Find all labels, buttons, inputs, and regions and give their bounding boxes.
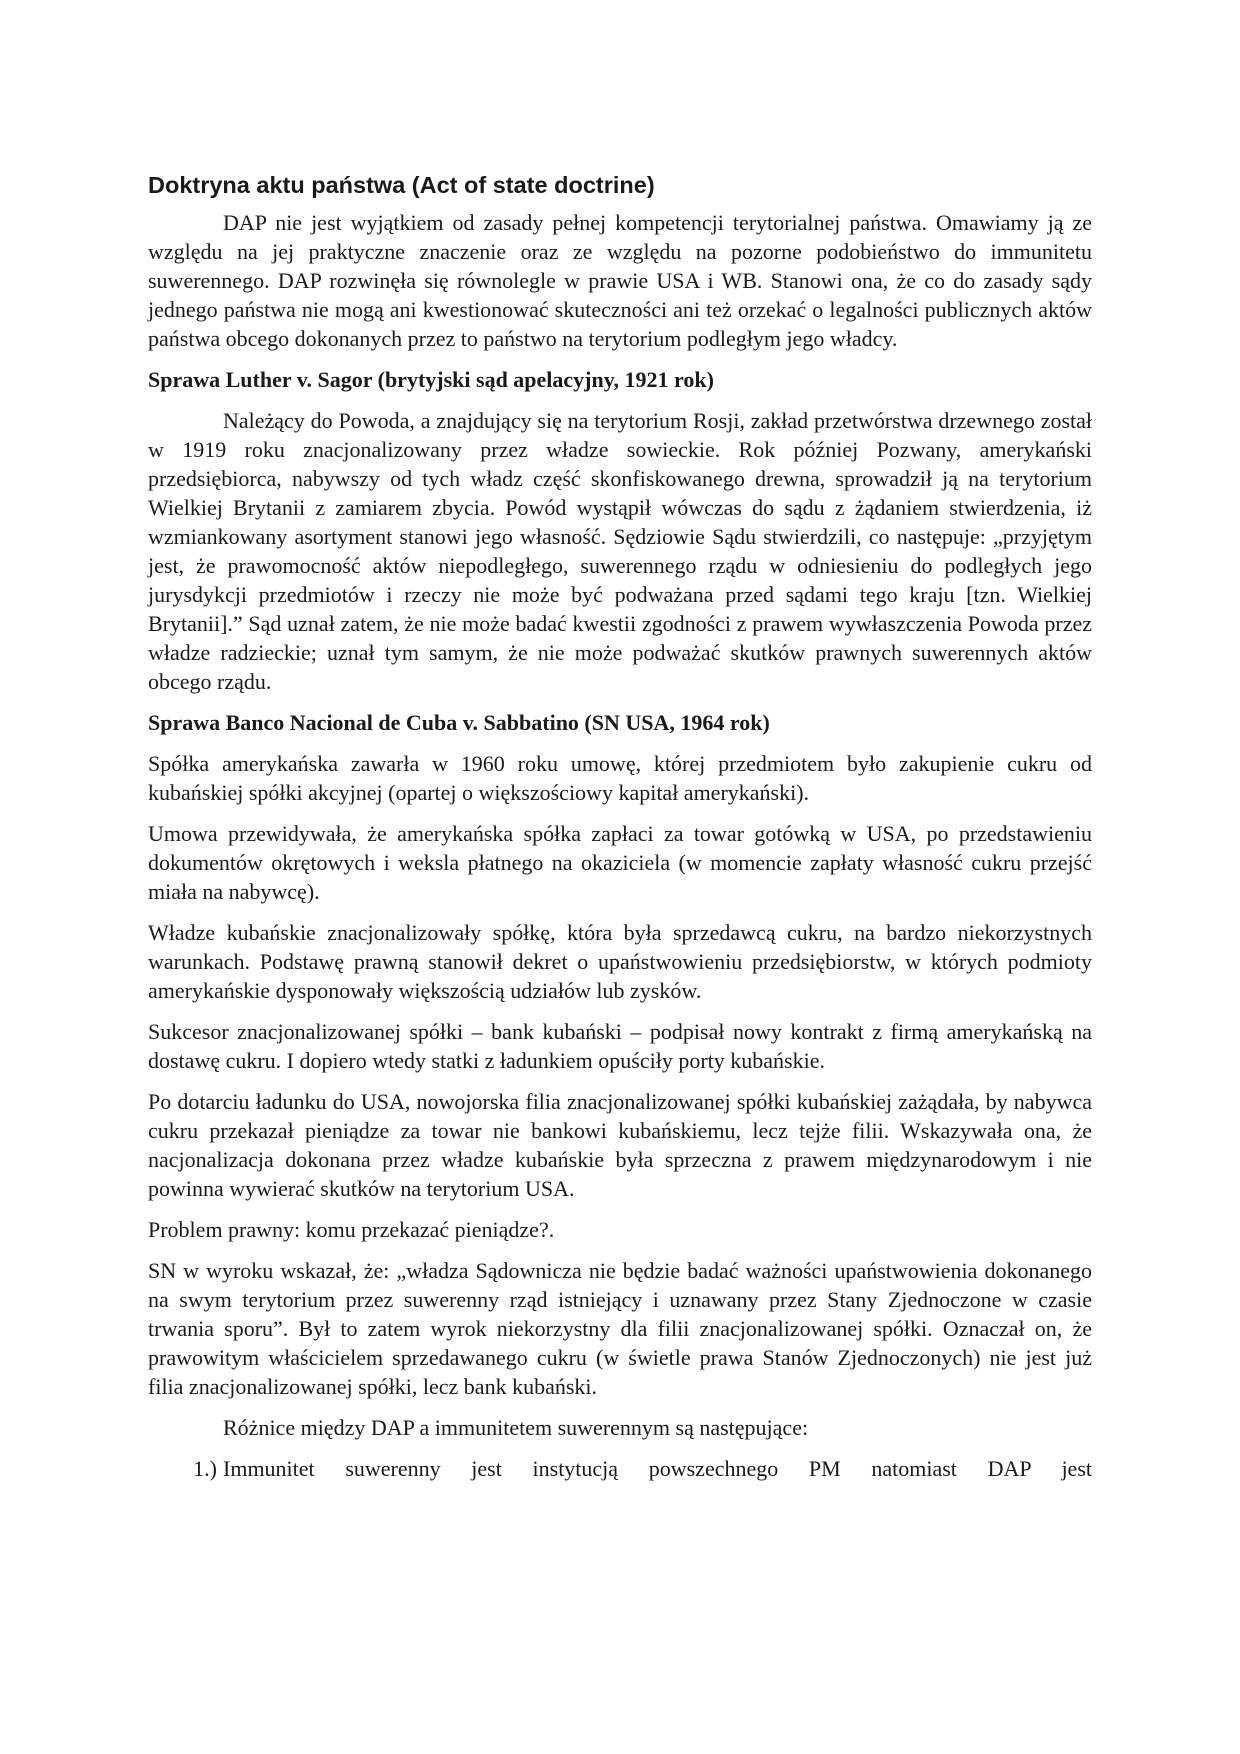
differences-intro: Różnice między DAP a immunitetem suwerennym są następujące: [223,1415,809,1440]
case1-heading: Sprawa Luther v. Sagor (brytyjski sąd apelacyjny, 1921 rok) [148,367,714,392]
case2-paragraph-3: Władze kubańskie znacjonalizowały spółkę, która była sprzedawcą cukru, na bardzo niekorzystnych warunkach. Podstawę prawną stanowił dekret o upaństwowieniu przedsiębiorstw, w których podmioty amerykańskie dysponowały większością udziałów lub zysków. [148,920,1092,1003]
document-page [148,170,1092,1483]
intro-paragraph: DAP nie jest wyjątkiem od zasady pełnej kompetencji terytorialnej państwa. Omawiamy ją ze względu na jej praktyczne znaczenie oraz ze względu na pozorne podobieństwo do immunitetu suwerennego. DAP rozwinęła się równolegle w prawie USA i WB. Stanowi ona, że co do zasady sądy jednego państwa nie mogą ani kwestionować skuteczności ani też orzekać o legalności publicznych aktów państwa obcego dokonanych przez to państwo na terytorium podległym jego władcy. [148,210,1092,351]
case1-paragraph: Należący do Powoda, a znajdujący się na terytorium Rosji, zakład przetwórstwa drzewnego został w 1919 roku znacjonalizowany przez władze sowieckie. Rok później Pozwany, amerykański przedsiębiorca, nabywszy od tych władz część skonfiskowanego drewna, sprowadził ją na terytorium Wielkiej Brytanii z zamiarem zbycia. Powód wystąpił wówczas do sądu z żądaniem stwierdzenia, iż wzmiankowany asortyment stanowi jego własność. Sędziowie Sądu stwierdzili, co następuje: „przyjętym jest, że prawomocność aktów niepodległego, suwerennego rządu w odniesieniu do podległych jego jurysdykcji przedmiotów i rzeczy nie może być podważana przed sądami tego kraju [tzn. Wielkiej Brytanii].” Sąd uznał zatem, że nie może badać kwestii zgodności z prawem wywłaszczenia Powoda przez władze radzieckie; uznał tym samym, że nie może podważać skutków prawnych suwerennych aktów obcego rządu. [148,408,1092,694]
case2-paragraph-1: Spółka amerykańska zawarła w 1960 roku umowę, której przedmiotem było zakupienie cukru od kubańskiej spółki akcyjnej (opartej o większościowy kapitał amerykański). [148,751,1092,805]
list-item-number: 1.) [193,1456,217,1481]
case2-paragraph-4: Sukcesor znacjonalizowanej spółki – bank kubański – podpisał nowy kontrakt z firmą amerykańską na dostawę cukru. I dopiero wtedy statki z ładunkiem opuściły porty kubańskie. [148,1019,1092,1073]
document-title: Doktryna aktu państwa (Act of state doctrine) [148,172,655,198]
case2-heading: Sprawa Banco Nacional de Cuba v. Sabbatino (SN USA, 1964 rok) [148,710,770,735]
case2-paragraph-6: Problem prawny: komu przekazać pieniądze?. [148,1217,555,1242]
list-item [148,1454,1092,1483]
case2-paragraph-5: Po dotarciu ładunku do USA, nowojorska filia znacjonalizowanej spółki kubańskiej zażądała, by nabywca cukru przekazał pieniądze za towar nie bankowi kubańskiemu, lecz tejże filii. Wskazywała ona, że nacjonalizacja dokonana przez władze kubańskie była sprzeczna z prawem międzynarodowym i nie powinna wywierać skutków na terytorium USA. [148,1089,1092,1201]
case2-paragraph-7: SN w wyroku wskazał, że: „władza Sądownicza nie będzie badać ważności upaństwowienia dokonanego na swym terytorium przez suwerenny rząd istniejący i uznawany przez Stany Zjednoczone w czasie trwania sporu”. Był to zatem wyrok niekorzystny dla filii znacjonalizowanej spółki. Oznaczał on, że prawowitym właścicielem sprzedawanego cukru (w świetle prawa Stanów Zjednoczonych) nie jest już filia znacjonalizowanej spółki, lecz bank kubański. [148,1258,1092,1399]
list-item-text: Immunitet suwerenny jest instytucją powszechnego PM natomiast DAP jest [223,1456,1092,1481]
case2-paragraph-2: Umowa przewidywała, że amerykańska spółka zapłaci za towar gotówką w USA, po przedstawieniu dokumentów okrętowych i weksla płatnego na okaziciela (w momencie zapłaty własność cukru przejść miała na nabywcę). [148,821,1092,904]
